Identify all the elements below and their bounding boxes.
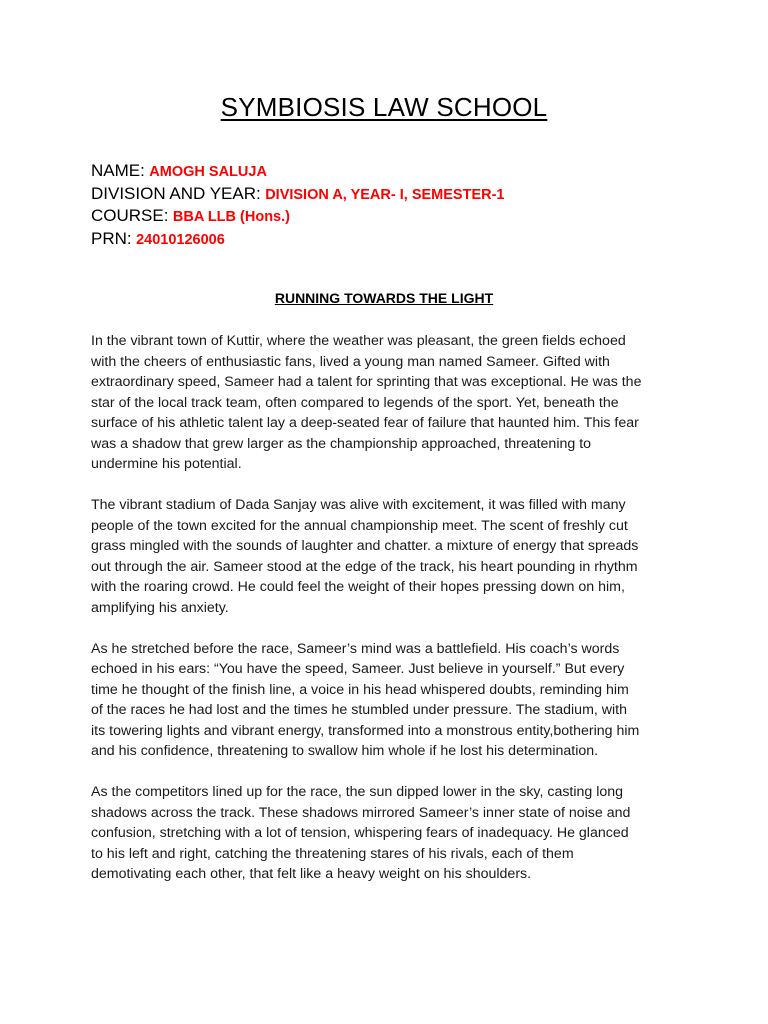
- school-title: SYMBIOSIS LAW SCHOOL: [220, 92, 548, 122]
- paragraph-line: star of the local track team, often compared to legends of the sport. Yet, beneath the: [91, 394, 619, 411]
- name-row: [91, 160, 691, 183]
- paragraph-line: out through the air. Sameer stood at the edge of the track, his heart pounding in rhythm: [91, 558, 638, 575]
- paragraph-line: with the cheers of enthusiastic fans, lived a young man named Sameer. Gifted with: [91, 353, 610, 370]
- paragraph-line: of the races he had lost and the times he stumbled under pressure. The stadium, with: [91, 702, 628, 718]
- paragraph-line: shadows across the track. These shadows mirrored Sameer’s inner state of noise and: [91, 804, 631, 821]
- paragraph-line: grass mingled with the sounds of laughter and chatter. a mixture of energy that spreads: [91, 538, 639, 554]
- prn-row: [91, 228, 691, 251]
- paragraph-line: The vibrant stadium of Dada Sanjay was alive with excitement, it was filled with many: [91, 497, 626, 513]
- paragraph-line: echoed in his ears: “You have the speed, Sameer. Just believe in yourself.” But every: [91, 661, 625, 677]
- paragraph-3: [91, 639, 691, 762]
- story-body: [91, 331, 691, 905]
- paragraph-line: amplifying his anxiety.: [91, 599, 229, 616]
- course-label: COURSE:: [91, 206, 169, 225]
- paragraph-4: [91, 782, 691, 885]
- division-value: DIVISION A, YEAR- I, SEMESTER-1: [265, 186, 505, 203]
- paragraph-line: to his left and right, catching the threatening stares of his rivals, each of them: [91, 845, 574, 862]
- paragraph-line: extraordinary speed, Sameer had a talent for sprinting that was exceptional. He was the: [91, 374, 642, 390]
- division-row: [91, 183, 691, 206]
- paragraph-line: As he stretched before the race, Sameer’s mind was a battlefield. His coach’s words: [91, 640, 620, 657]
- paragraph-1: [91, 331, 691, 475]
- paragraph-2: [91, 495, 691, 618]
- paragraph-line: and his confidence, threatening to swallow him whole if he lost his determination.: [91, 743, 599, 759]
- paragraph-line: undermine his potential.: [91, 456, 242, 472]
- paragraph-line: its towering lights and vibrant energy, transformed into a monstrous entity,bothering him: [91, 722, 640, 739]
- prn-label: PRN:: [91, 228, 132, 248]
- student-info-block: [91, 160, 691, 250]
- division-label: DIVISION AND YEAR:: [91, 183, 261, 203]
- paragraph-line: demotivating each other, that felt like a heavy weight on his shoulders.: [91, 866, 532, 882]
- paragraph-line: In the vibrant town of Kuttir, where the weather was pleasant, the green fields echoed: [91, 333, 626, 349]
- paragraph-line: with the roaring crowd. He could feel the weight of their hopes pressing down on him,: [91, 579, 625, 595]
- prn-value: 24010126006: [136, 231, 225, 248]
- name-value: AMOGH SALUJA: [149, 164, 267, 180]
- paragraph-line: As the competitors lined up for the race, the sun dipped lower in the sky, casting long: [91, 784, 624, 800]
- name-label: NAME:: [91, 161, 145, 180]
- story-title: RUNNING TOWARDS THE LIGHT: [274, 290, 494, 306]
- paragraph-line: people of the town excited for the annual championship meet. The scent of freshly cut: [91, 517, 628, 534]
- paragraph-line: time he thought of the finish line, a voice in his head whispered doubts, reminding him: [91, 681, 629, 698]
- course-value: BBA LLB (Hons.): [172, 209, 290, 225]
- course-row: [91, 205, 691, 228]
- paragraph-line: was a shadow that grew larger as the championship approached, threatening to: [91, 435, 592, 452]
- paragraph-line: surface of his athletic talent lay a deep-seated fear of failure that haunted him. This fear: [91, 415, 639, 431]
- paragraph-line: confusion, stretching with a lot of tension, whispering fears of inadequacy. He glanced: [91, 825, 629, 841]
